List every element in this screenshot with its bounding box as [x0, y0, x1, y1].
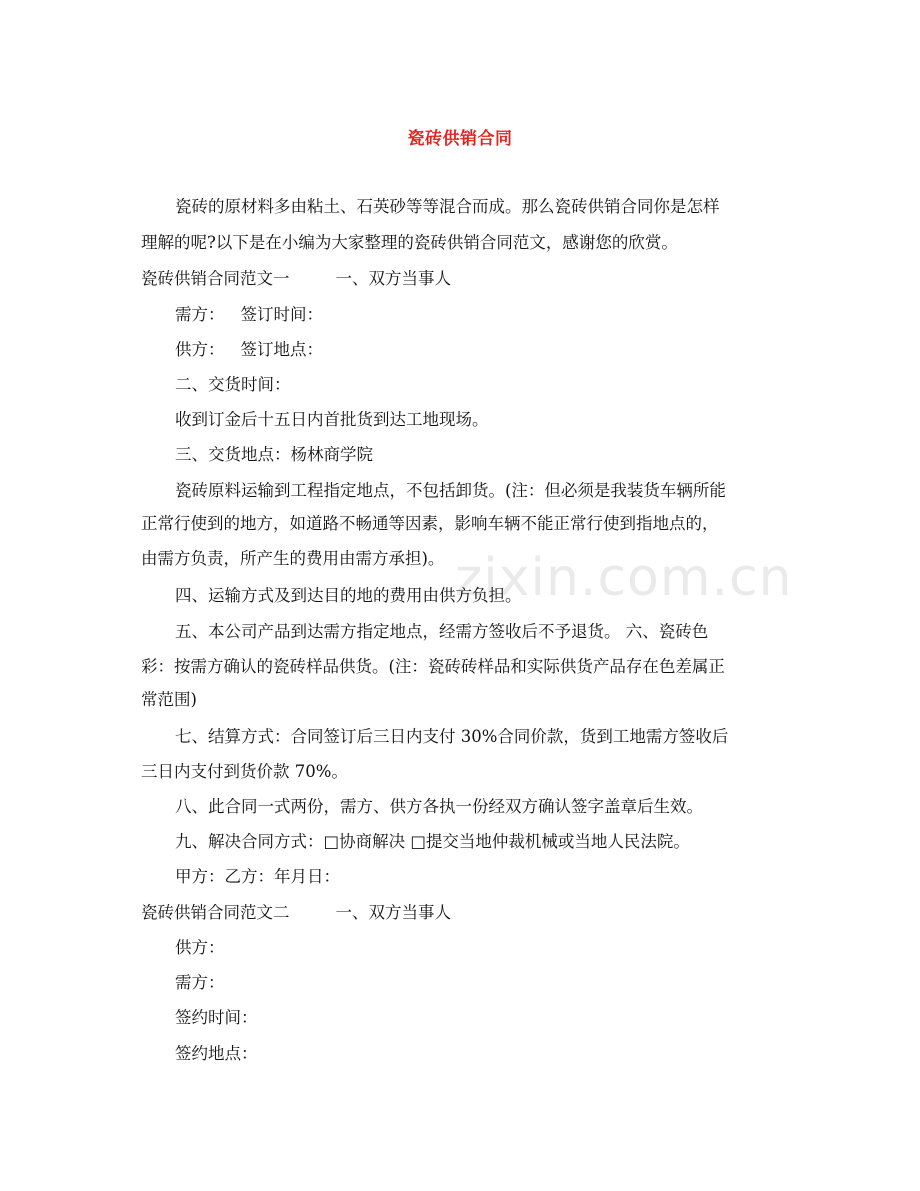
section-2-heading-row — [141, 903, 451, 923]
clause-line: 收到订金后十五日内首批货到达工地现场。 — [175, 410, 489, 429]
clause-line: 四、运输方式及到达目的地的费用由供方负担。 — [175, 586, 522, 605]
clause-line: 由需方负责，所产生的费用由需方承担)。 — [141, 549, 445, 568]
clause-line: 三、交货地点：杨林商学院 — [175, 445, 373, 464]
section-1-clause: 一、双方当事人 — [335, 269, 451, 288]
section-2-line: 供方： — [175, 938, 225, 957]
signature-line: 甲方：乙方：年月日： — [175, 867, 340, 886]
clause-line: 五、本公司产品到达需方指定地点，经需方签收后不予退货。 六、瓷砖色 — [175, 622, 709, 641]
sign-place-label: 签订地点： — [240, 340, 323, 359]
buyer-row — [175, 305, 323, 325]
buyer-label: 需方： — [175, 305, 225, 324]
sign-time-label: 签订时间： — [240, 305, 323, 324]
clause-line: 八、此合同一式两份，需方、供方各执一份经双方确认签字盖章后生效。 — [175, 797, 703, 816]
clause-line: 正常行使到的地方，如道路不畅通等因素，影响车辆不能正常行使到指地点的， — [141, 514, 719, 533]
clause-line: 常范围) — [141, 690, 197, 709]
clause-line: 九、解决合同方式：□协商解决 □提交当地仲裁机械或当地人民法院。 — [175, 832, 690, 851]
section-2-clause: 一、双方当事人 — [335, 903, 451, 922]
section-1-heading: 瓷砖供销合同范文一 — [141, 269, 290, 288]
watermark: zixin.com.cn — [455, 548, 793, 608]
section-2-line: 签约时间： — [175, 1008, 258, 1027]
clause-line: 七、结算方式：合同签订后三日内支付 30%合同价款，货到工地需方签收后 — [175, 727, 729, 746]
clause-line: 三日内支付到货价款 70%。 — [141, 762, 348, 781]
document-title: 瓷砖供销合同 — [407, 129, 513, 149]
section-2-line: 需方： — [175, 973, 225, 992]
clause-line: 彩：按需方确认的瓷砖样品供货。(注：瓷砖砖样品和实际供货产品存在色差属正 — [141, 657, 725, 676]
section-2-heading: 瓷砖供销合同范文二 — [141, 903, 290, 922]
clause-line: 二、交货时间： — [175, 375, 291, 394]
intro-line-2: 理解的呢?以下是在小编为大家整理的瓷砖供销合同范文，感谢您的欣赏。 — [141, 233, 678, 252]
clause-line: 瓷砖原料运输到工程指定地点，不包括卸货。(注：但必须是我装货车辆所能 — [175, 481, 726, 500]
intro-line-1: 瓷砖的原材料多由粘土、石英砂等等混合而成。那么瓷砖供销合同你是怎样 — [175, 197, 720, 216]
supplier-row — [175, 340, 323, 360]
section-1-heading-row — [141, 269, 451, 289]
supplier-label: 供方： — [175, 340, 225, 359]
section-2-line: 签约地点： — [175, 1044, 258, 1063]
